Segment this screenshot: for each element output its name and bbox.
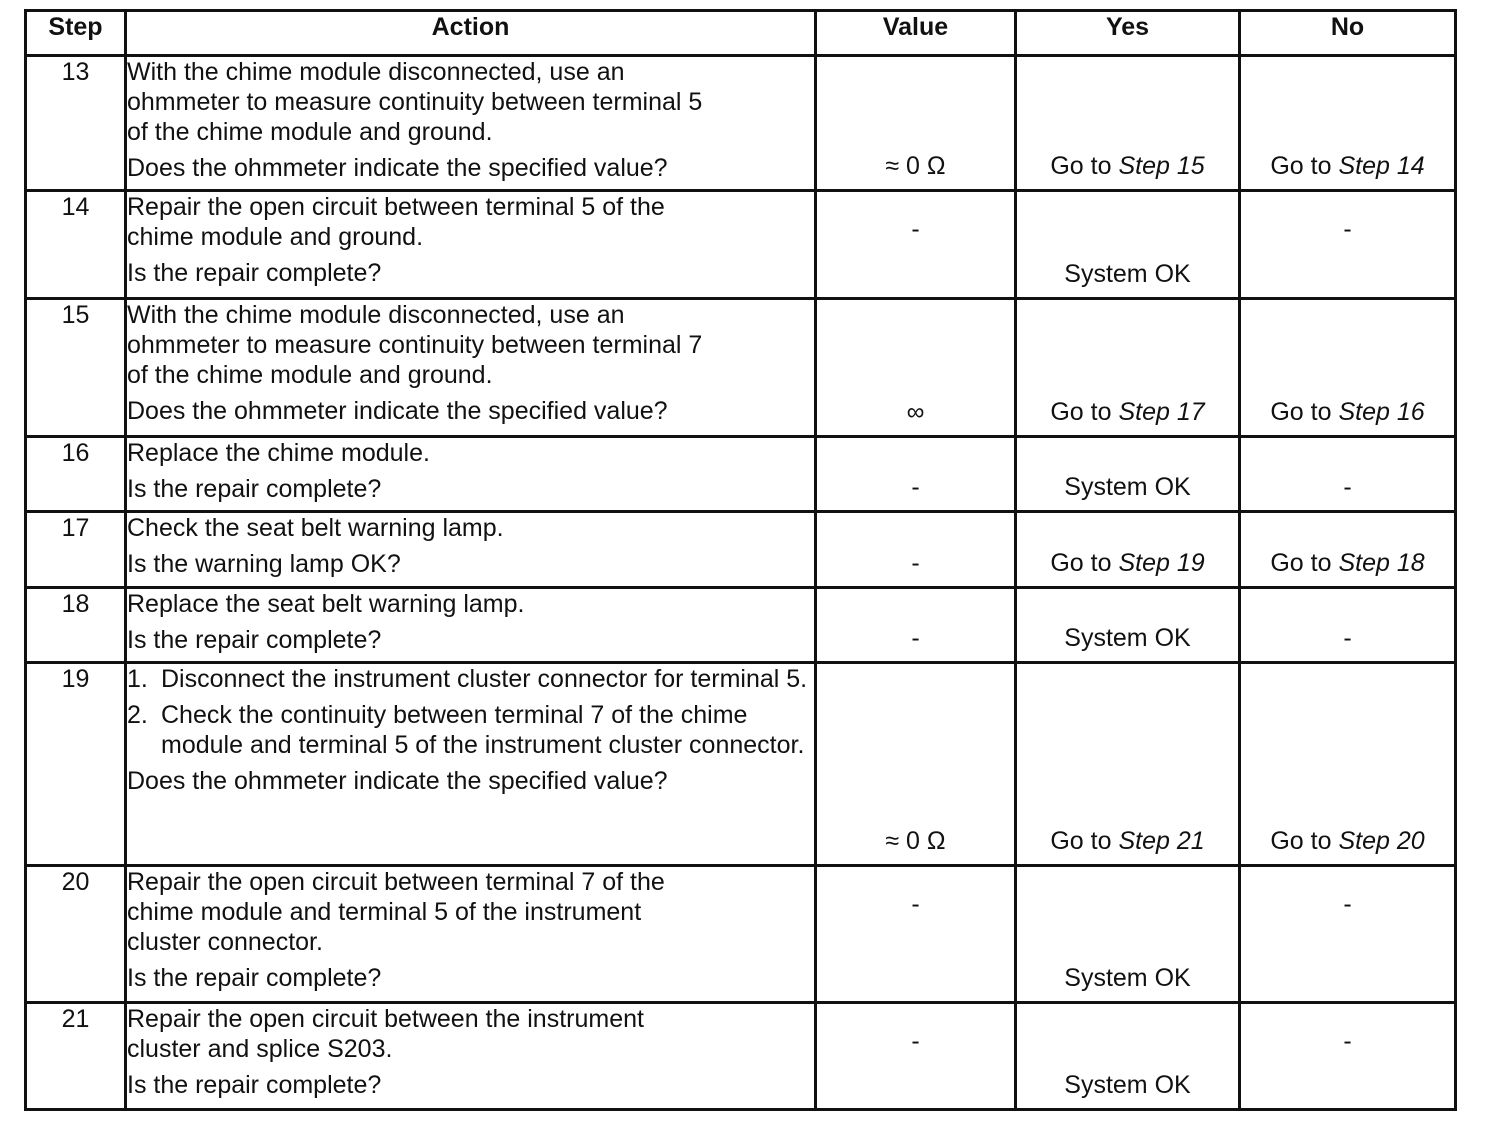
action-question: Is the repair complete? bbox=[127, 259, 382, 287]
goto-step-link: Step 18 bbox=[1338, 549, 1425, 577]
yes-goto bbox=[1017, 397, 1238, 427]
diagnostic-table bbox=[24, 9, 1457, 1111]
goto-prefix: Go to bbox=[1270, 549, 1332, 577]
no-cell bbox=[1240, 1003, 1456, 1110]
goto-step-link: Step 14 bbox=[1338, 152, 1425, 180]
step-cell: 14 bbox=[26, 191, 126, 299]
value-cell bbox=[816, 663, 1016, 866]
action-question: Does the ohmmeter indicate the specified value? bbox=[127, 397, 668, 425]
no-cell bbox=[1240, 866, 1456, 1003]
no-cell bbox=[1240, 512, 1456, 588]
value-cell bbox=[816, 866, 1016, 1003]
table-row bbox=[26, 588, 1456, 663]
no-goto bbox=[1241, 151, 1454, 181]
no-result: - bbox=[1343, 473, 1352, 501]
action-cell bbox=[126, 866, 816, 1003]
yes-cell bbox=[1016, 299, 1240, 437]
yes-cell bbox=[1016, 866, 1240, 1003]
yes-cell bbox=[1016, 56, 1240, 191]
no-result: - bbox=[1343, 624, 1352, 652]
value-cell bbox=[816, 588, 1016, 663]
header-value: Value bbox=[816, 11, 1016, 56]
action-question: Is the repair complete? bbox=[127, 964, 382, 992]
action-text: ohmmeter to measure continuity between terminal 7 bbox=[127, 331, 703, 359]
substep-number: 1. bbox=[127, 665, 148, 693]
action-text: of the chime module and ground. bbox=[127, 361, 493, 389]
header-yes: Yes bbox=[1016, 11, 1240, 56]
goto-step-link: Step 19 bbox=[1118, 549, 1205, 577]
action-cell bbox=[126, 56, 816, 191]
table-row bbox=[26, 56, 1456, 191]
action-question: Is the warning lamp OK? bbox=[127, 550, 401, 578]
yes-result: System OK bbox=[1064, 473, 1191, 501]
step-cell: 13 bbox=[26, 56, 126, 191]
value-text: - bbox=[911, 1027, 920, 1055]
action-question: Does the ohmmeter indicate the specified value? bbox=[127, 767, 668, 795]
yes-cell bbox=[1016, 437, 1240, 512]
no-result: - bbox=[1343, 890, 1352, 918]
action-text: Repair the open circuit between terminal 5 of the bbox=[127, 193, 665, 221]
goto-prefix: Go to bbox=[1050, 398, 1112, 426]
no-result: - bbox=[1343, 215, 1352, 243]
no-goto bbox=[1241, 548, 1454, 578]
action-text: Check the seat belt warning lamp. bbox=[127, 514, 504, 542]
table-row bbox=[26, 191, 1456, 299]
substep-item bbox=[127, 664, 814, 694]
action-cell bbox=[126, 512, 816, 588]
action-question: Is the repair complete? bbox=[127, 475, 382, 503]
goto-prefix: Go to bbox=[1050, 549, 1112, 577]
substep-text: Disconnect the instrument cluster connector for terminal 5. bbox=[161, 665, 808, 693]
step-cell: 16 bbox=[26, 437, 126, 512]
action-cell bbox=[126, 437, 816, 512]
action-text: Replace the chime module. bbox=[127, 439, 430, 467]
step-cell: 21 bbox=[26, 1003, 126, 1110]
goto-step-link: Step 20 bbox=[1338, 827, 1425, 855]
step-cell: 15 bbox=[26, 299, 126, 437]
no-cell bbox=[1240, 299, 1456, 437]
action-text: ohmmeter to measure continuity between terminal 5 bbox=[127, 88, 703, 116]
substep-text: Check the continuity between terminal 7 of the chime module and terminal 5 of the instrument cluster connector. bbox=[161, 701, 805, 759]
goto-step-link: Step 15 bbox=[1118, 152, 1205, 180]
substep-number: 2. bbox=[127, 701, 148, 729]
action-text: cluster and splice S203. bbox=[127, 1035, 393, 1063]
header-row bbox=[26, 11, 1456, 56]
table-row bbox=[26, 866, 1456, 1003]
substep-list bbox=[127, 664, 814, 760]
table-row bbox=[26, 299, 1456, 437]
yes-result: System OK bbox=[1064, 964, 1191, 992]
yes-goto bbox=[1017, 826, 1238, 856]
yes-cell bbox=[1016, 663, 1240, 866]
yes-result: System OK bbox=[1064, 260, 1191, 288]
action-cell bbox=[126, 588, 816, 663]
goto-step-link: Step 16 bbox=[1338, 398, 1425, 426]
step-cell: 18 bbox=[26, 588, 126, 663]
no-cell bbox=[1240, 588, 1456, 663]
goto-step-link: Step 17 bbox=[1118, 398, 1205, 426]
header-step: Step bbox=[26, 11, 126, 56]
table-row bbox=[26, 663, 1456, 866]
value-text: - bbox=[911, 549, 920, 577]
step-cell: 17 bbox=[26, 512, 126, 588]
value-cell bbox=[816, 56, 1016, 191]
no-cell bbox=[1240, 56, 1456, 191]
no-goto bbox=[1241, 397, 1454, 427]
value-cell bbox=[816, 299, 1016, 437]
substep-item bbox=[127, 700, 814, 760]
action-question: Does the ohmmeter indicate the specified value? bbox=[127, 154, 668, 182]
no-goto bbox=[1241, 826, 1454, 856]
yes-goto bbox=[1017, 548, 1238, 578]
action-question: Is the repair complete? bbox=[127, 626, 382, 654]
action-text: Repair the open circuit between the instrument bbox=[127, 1005, 644, 1033]
action-cell bbox=[126, 1003, 816, 1110]
goto-step-link: Step 21 bbox=[1118, 827, 1205, 855]
header-no: No bbox=[1240, 11, 1456, 56]
yes-cell bbox=[1016, 512, 1240, 588]
step-cell: 20 bbox=[26, 866, 126, 1003]
value-cell bbox=[816, 1003, 1016, 1110]
goto-prefix: Go to bbox=[1050, 827, 1112, 855]
value-text: - bbox=[911, 473, 920, 501]
yes-cell bbox=[1016, 1003, 1240, 1110]
yes-result: System OK bbox=[1064, 624, 1191, 652]
action-cell bbox=[126, 663, 816, 866]
value-text: - bbox=[911, 624, 920, 652]
goto-prefix: Go to bbox=[1270, 152, 1332, 180]
action-text: chime module and terminal 5 of the instrument bbox=[127, 898, 642, 926]
value-cell bbox=[816, 191, 1016, 299]
action-text: cluster connector. bbox=[127, 928, 323, 956]
value-text: ∞ bbox=[906, 398, 925, 426]
value-text: - bbox=[911, 890, 920, 918]
value-text: ≈ 0 Ω bbox=[885, 152, 946, 180]
no-cell bbox=[1240, 663, 1456, 866]
table-row bbox=[26, 437, 1456, 512]
goto-prefix: Go to bbox=[1270, 827, 1332, 855]
table-row bbox=[26, 1003, 1456, 1110]
yes-goto bbox=[1017, 151, 1238, 181]
value-cell bbox=[816, 512, 1016, 588]
value-cell bbox=[816, 437, 1016, 512]
action-text: Replace the seat belt warning lamp. bbox=[127, 590, 525, 618]
action-cell bbox=[126, 191, 816, 299]
action-text: chime module and ground. bbox=[127, 223, 424, 251]
yes-cell bbox=[1016, 191, 1240, 299]
goto-prefix: Go to bbox=[1270, 398, 1332, 426]
no-cell bbox=[1240, 191, 1456, 299]
value-text: ≈ 0 Ω bbox=[885, 827, 946, 855]
action-text: With the chime module disconnected, use an bbox=[127, 58, 625, 86]
table-row bbox=[26, 512, 1456, 588]
yes-cell bbox=[1016, 588, 1240, 663]
no-result: - bbox=[1343, 1027, 1352, 1055]
no-cell bbox=[1240, 437, 1456, 512]
step-cell: 19 bbox=[26, 663, 126, 866]
value-text: - bbox=[911, 215, 920, 243]
yes-result: System OK bbox=[1064, 1071, 1191, 1099]
action-text: of the chime module and ground. bbox=[127, 118, 493, 146]
action-text: Repair the open circuit between terminal 7 of the bbox=[127, 868, 665, 896]
action-text: With the chime module disconnected, use an bbox=[127, 301, 625, 329]
action-cell bbox=[126, 299, 816, 437]
goto-prefix: Go to bbox=[1050, 152, 1112, 180]
header-action: Action bbox=[126, 11, 816, 56]
action-question: Is the repair complete? bbox=[127, 1071, 382, 1099]
